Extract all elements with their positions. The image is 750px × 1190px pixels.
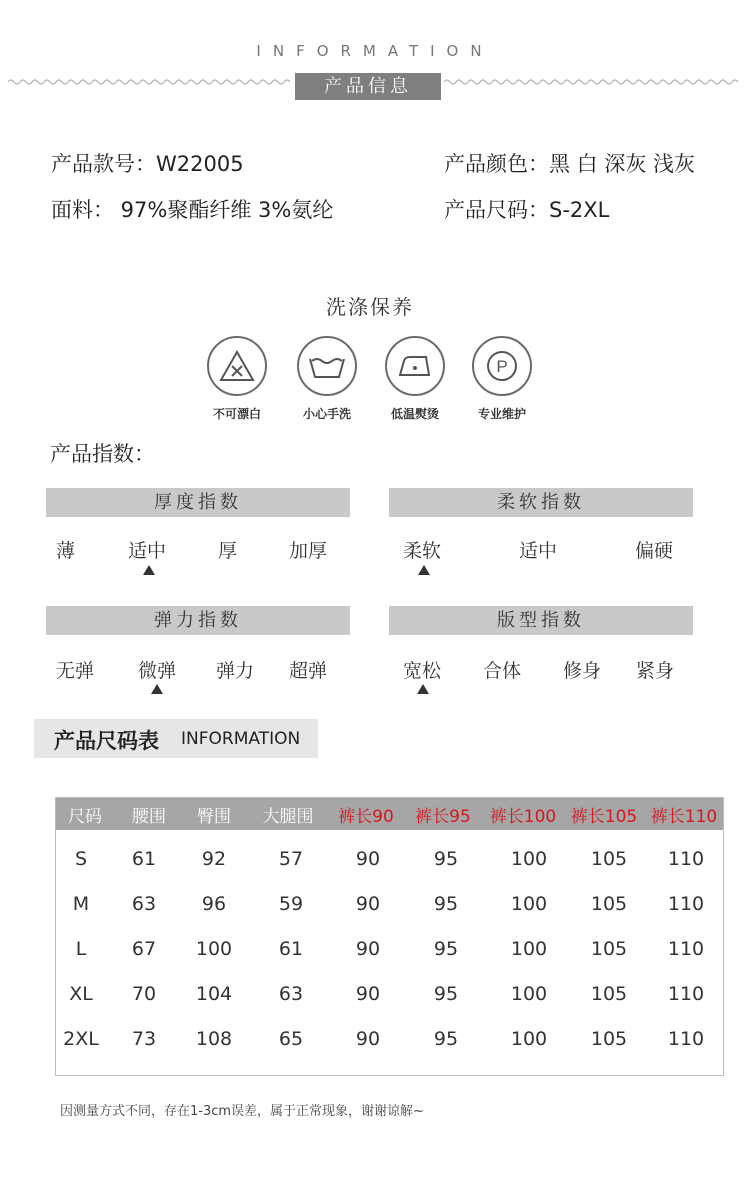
table-cell: 100 (195, 938, 233, 960)
section-title-product-info: 产品信息 (295, 73, 441, 100)
table-cell: 105 (590, 983, 628, 1005)
table-cell: 90 (355, 893, 381, 915)
table-cell: 65 (278, 1028, 304, 1050)
fit-index-bar: 版型指数 (389, 606, 693, 635)
table-cell: 110 (667, 1028, 705, 1050)
professional-clean-icon (472, 336, 532, 396)
fit-option: 合体 (483, 660, 522, 682)
table-cell: 57 (278, 848, 304, 870)
table-header-cell: 裤长95 (415, 807, 471, 827)
table-cell: 95 (433, 1028, 459, 1050)
product-index-title: 产品指数： (50, 442, 155, 466)
table-header-cell: 裤长110 (650, 807, 718, 827)
hand-wash-icon (297, 336, 357, 396)
size-table-title-en: INFORMATION (181, 729, 301, 749)
table-cell: 95 (433, 893, 459, 915)
size-label-cell: M (72, 893, 90, 915)
size-label-cell: L (75, 938, 87, 960)
selected-marker-icon (418, 565, 430, 575)
table-cell: 59 (278, 893, 304, 915)
no-bleach-icon (207, 336, 267, 396)
table-cell: 95 (433, 983, 459, 1005)
table-cell: 108 (195, 1028, 233, 1050)
table-header-cell: 裤长90 (338, 807, 394, 827)
care-title: 洗涤保养 (326, 295, 414, 319)
spec-fabric: 面料： 97%聚酯纤维 3%氨纶 (51, 198, 334, 222)
decorative-wave-right (444, 78, 742, 86)
care-label-no-bleach: 不可漂白 (212, 407, 261, 421)
size-table-heading (34, 719, 318, 758)
table-cell: 100 (510, 938, 548, 960)
table-header-cell: 腰围 (132, 807, 166, 827)
thickness-option: 厚 (218, 540, 238, 562)
info-heading-en: INFORMATION (256, 42, 494, 60)
care-label-professional: 专业维护 (477, 407, 526, 421)
table-cell: 61 (131, 848, 157, 870)
table-header-cell: 裤长105 (570, 807, 638, 827)
table-cell: 95 (433, 938, 459, 960)
table-cell: 90 (355, 938, 381, 960)
table-cell: 90 (355, 983, 381, 1005)
size-label-cell: S (74, 848, 88, 870)
table-cell: 90 (355, 1028, 381, 1050)
table-cell: 61 (278, 938, 304, 960)
table-cell: 105 (590, 938, 628, 960)
decorative-wave-left (8, 78, 292, 86)
elasticity-option: 微弹 (138, 660, 177, 682)
table-cell: 100 (510, 848, 548, 870)
fit-option: 宽松 (403, 660, 442, 682)
table-cell: 100 (510, 983, 548, 1005)
table-cell: 110 (667, 983, 705, 1005)
table-cell: 105 (590, 1028, 628, 1050)
table-cell: 63 (278, 983, 304, 1005)
table-header-cell: 尺码 (68, 807, 102, 827)
svg-text:P: P (496, 357, 508, 376)
table-cell: 105 (590, 848, 628, 870)
table-cell: 90 (355, 848, 381, 870)
care-label-low-iron: 低温熨烫 (390, 407, 439, 421)
selected-marker-icon (417, 684, 429, 694)
elasticity-option: 无弹 (56, 660, 95, 682)
table-cell: 100 (510, 893, 548, 915)
low-iron-icon (385, 336, 445, 396)
table-cell: 110 (667, 848, 705, 870)
table-header-cell: 大腿围 (262, 807, 314, 827)
thickness-option: 加厚 (289, 540, 328, 562)
selected-marker-icon (143, 565, 155, 575)
elasticity-index-bar: 弹力指数 (46, 606, 350, 635)
thickness-index-bar: 厚度指数 (46, 488, 350, 517)
spec-size-range: 产品尺码：S-2XL (444, 198, 610, 222)
thickness-option: 适中 (128, 540, 167, 562)
softness-option: 偏硬 (635, 540, 674, 562)
elasticity-option: 超弹 (289, 660, 328, 682)
measurement-note: 因测量方式不同，存在1-3cm误差，属于正常现象，谢谢谅解~ (60, 1104, 424, 1119)
table-header-cell: 裤长100 (489, 807, 557, 827)
size-table-title-cn: 产品尺码表 (54, 729, 159, 753)
table-header-cell: 臀围 (197, 807, 231, 827)
table-cell: 110 (667, 938, 705, 960)
table-cell: 63 (131, 893, 157, 915)
fit-option: 紧身 (636, 660, 675, 682)
table-cell: 110 (667, 893, 705, 915)
table-cell: 100 (510, 1028, 548, 1050)
table-cell: 70 (131, 983, 157, 1005)
table-cell: 96 (201, 893, 227, 915)
spec-style-number: 产品款号：W22005 (51, 152, 244, 176)
table-cell: 95 (433, 848, 459, 870)
size-label-cell: XL (69, 983, 93, 1005)
thickness-option: 薄 (56, 540, 76, 562)
elasticity-option: 弹力 (216, 660, 255, 682)
table-cell: 73 (131, 1028, 157, 1050)
size-table (55, 797, 724, 1076)
care-label-hand-wash: 小心手洗 (302, 407, 351, 421)
size-table-header-row (56, 798, 723, 830)
selected-marker-icon (151, 684, 163, 694)
softness-index-bar: 柔软指数 (389, 488, 693, 517)
table-cell: 67 (131, 938, 157, 960)
table-cell: 92 (201, 848, 227, 870)
table-cell: 105 (590, 893, 628, 915)
size-label-cell: 2XL (63, 1028, 99, 1050)
table-cell: 104 (195, 983, 233, 1005)
softness-option: 适中 (519, 540, 558, 562)
spec-colors: 产品颜色：黑 白 深灰 浅灰 (444, 152, 696, 176)
softness-option: 柔软 (403, 540, 442, 562)
fit-option: 修身 (563, 660, 602, 682)
